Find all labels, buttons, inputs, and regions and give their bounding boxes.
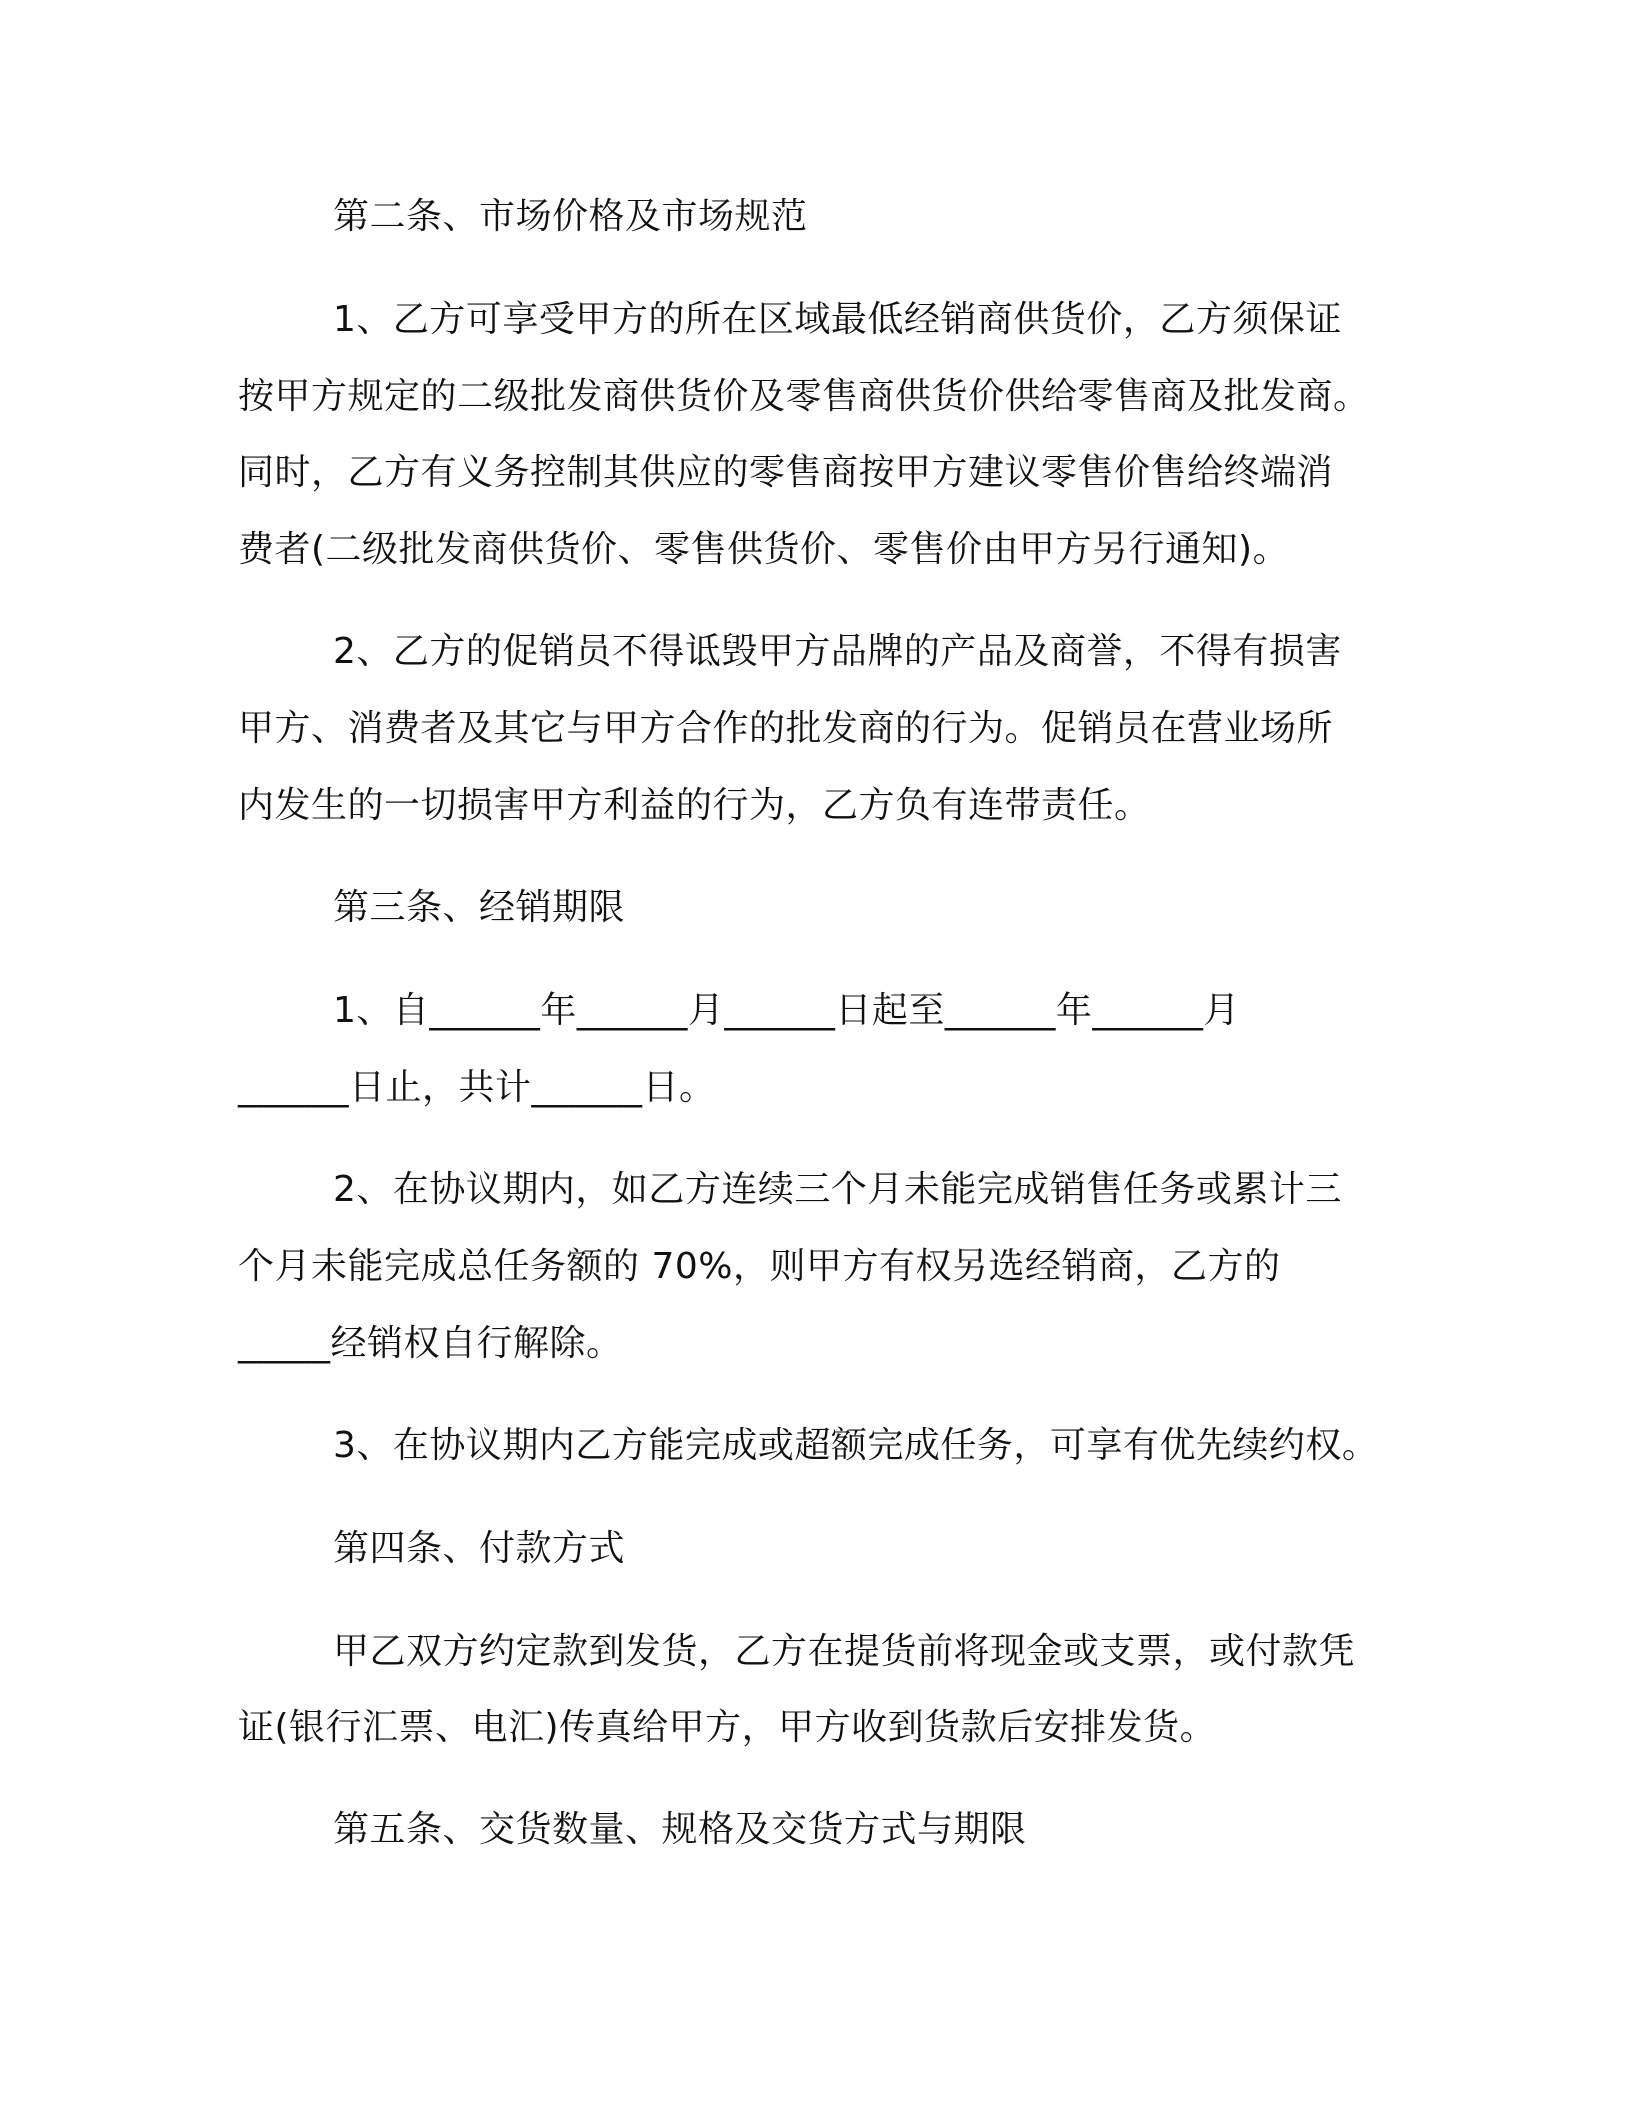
article-2-clause-1-line-4: 费者(二级批发商供货价、零售供货价、零售价由甲方另行通知)。 [238,529,1290,570]
article-5-heading: 第五条、交货数量、规格及交货方式与期限 [333,1809,1027,1850]
article-3-clause-2-line-1: 2、在协议期内，如乙方连续三个月未能完成销售任务或累计三 [333,1169,1342,1210]
article-2-clause-1-line-3: 同时，乙方有义务控制其供应的零售商按甲方建议零售价售给终端消 [238,452,1334,493]
article-2-clause-2-line-1: 2、乙方的促销员不得诋毁甲方品牌的产品及商誉，不得有损害 [333,631,1342,672]
article-4-paragraph-line-2: 证(银行汇票、电汇)传真给甲方，甲方收到货款后安排发货。 [238,1707,1217,1748]
article-3-clause-1-line-2: ______日止，共计______日。 [238,1067,716,1108]
article-2-clause-1-line-1: 1、乙方可享受甲方的所在区域最低经销商供货价，乙方须保证 [333,299,1342,340]
article-2-clause-2-line-2: 甲方、消费者及其它与甲方合作的批发商的行为。促销员在营业场所 [238,708,1334,749]
article-3-heading: 第三条、经销期限 [333,887,626,928]
article-3-clause-2-line-3: _____经销权自行解除。 [238,1323,623,1364]
article-2-heading: 第二条、市场价格及市场规范 [333,196,808,237]
article-3-clause-3-line-1: 3、在协议期内乙方能完成或超额完成任务，可享有优先续约权。 [333,1425,1379,1466]
article-2-clause-1-line-2: 按甲方规定的二级批发商供货价及零售商供货价供给零售商及批发商。 [238,376,1370,417]
article-2-clause-2-line-3: 内发生的一切损害甲方利益的行为，乙方负有连带责任。 [238,785,1151,826]
article-3-clause-2-line-2: 个月未能完成总任务额的 70%，则甲方有权另选经销商，乙方的 [238,1246,1281,1287]
article-4-heading: 第四条、付款方式 [333,1528,626,1569]
article-3-clause-1-line-1: 1、自______年______月______日起至______年______月 [333,990,1240,1031]
article-4-paragraph-line-1: 甲乙双方约定款到发货，乙方在提货前将现金或支票，或付款凭 [333,1631,1356,1672]
